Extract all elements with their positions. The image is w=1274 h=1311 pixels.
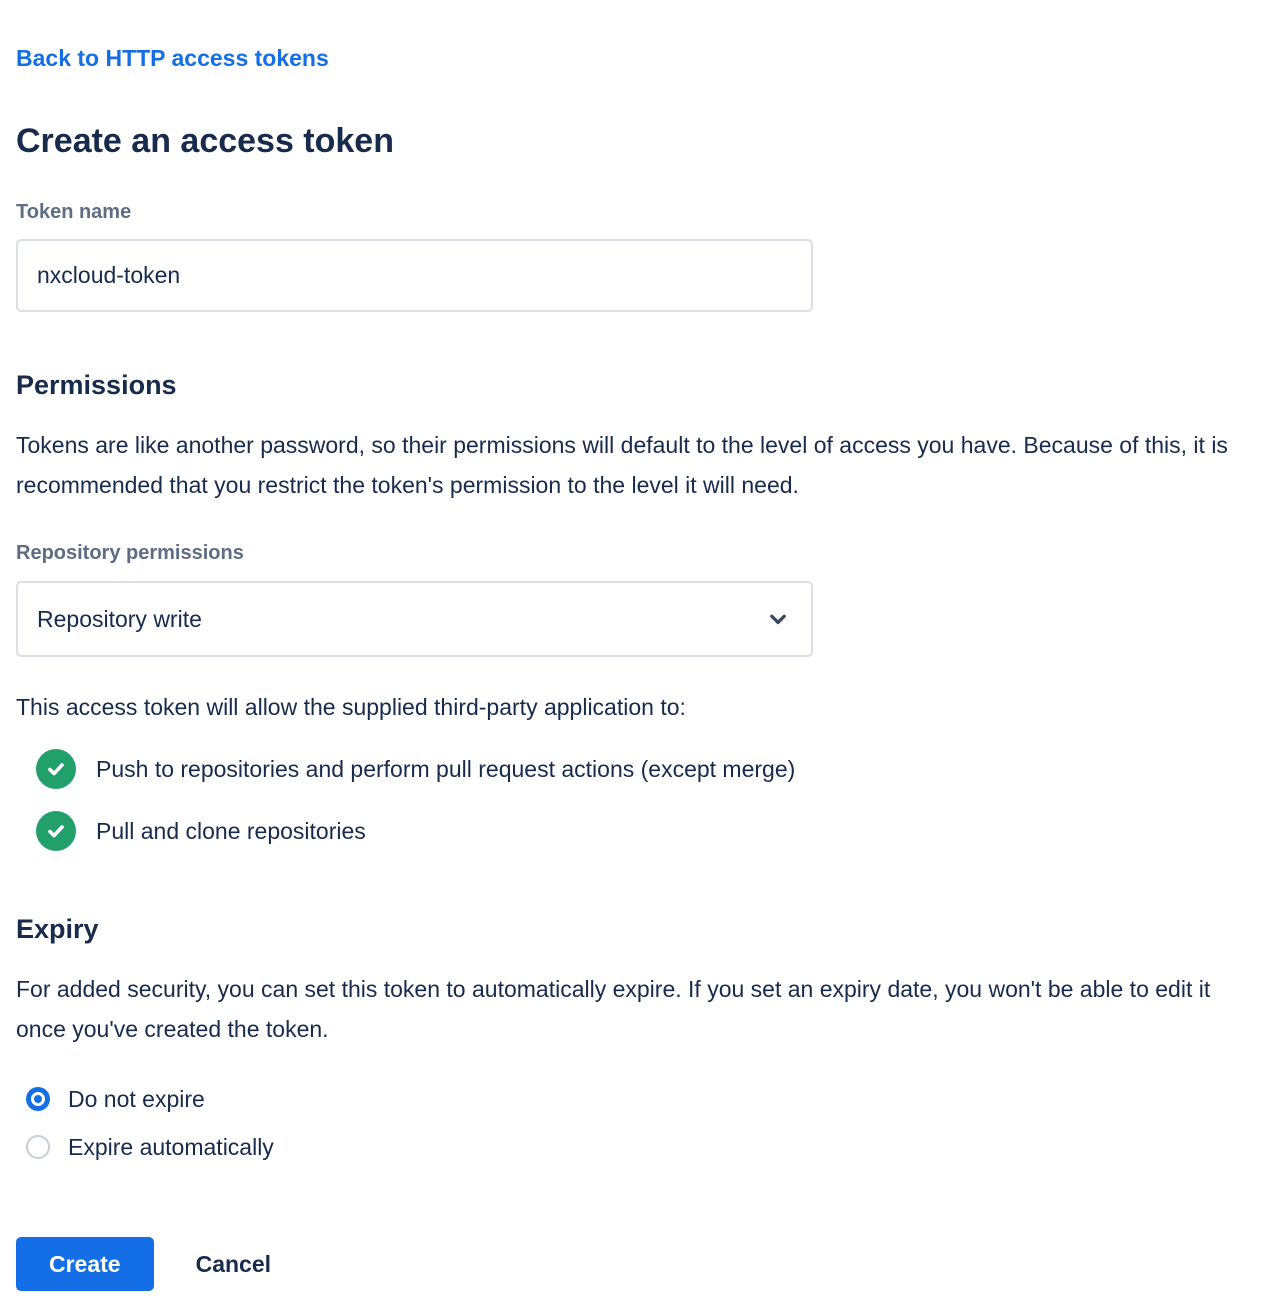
expiry-heading: Expiry — [16, 914, 99, 944]
allow-intro: This access token will allow the supplied third-party application to: — [16, 694, 686, 720]
radio-label: Expire automatically — [68, 1133, 274, 1160]
radio-label: Do not expire — [68, 1085, 205, 1112]
token-name-input[interactable] — [16, 239, 813, 312]
expiry-radio-group — [16, 1075, 1258, 1171]
radio-selected-icon[interactable] — [26, 1087, 50, 1111]
radio-option-do-not-expire[interactable] — [16, 1075, 1258, 1123]
check-circle-icon — [36, 811, 76, 851]
create-button[interactable]: Create — [16, 1237, 154, 1291]
page-title: Create an access token — [16, 122, 394, 160]
expiry-description: For added security, you can set this token to automatically expire. If you set an expiry date, you won't be able to edit it once you've created the token. — [16, 976, 1211, 1042]
selected-permission-value: Repository write — [37, 605, 202, 632]
chevron-down-icon — [767, 608, 789, 630]
repository-permissions-label: Repository permissions — [16, 542, 244, 564]
capability-label: Pull and clone repositories — [96, 818, 366, 844]
capability-item-pull — [16, 811, 1258, 851]
token-name-label: Token name — [16, 201, 132, 223]
capability-list — [16, 749, 1258, 851]
cancel-button[interactable]: Cancel — [195, 1250, 272, 1277]
radio-unselected-icon[interactable] — [26, 1135, 50, 1159]
form-actions — [16, 1237, 1258, 1291]
permissions-heading: Permissions — [16, 370, 177, 400]
back-link[interactable]: Back to HTTP access tokens — [16, 45, 329, 71]
radio-option-expire-automatically[interactable] — [16, 1123, 1258, 1171]
repository-permissions-select[interactable] — [16, 581, 813, 657]
capability-item-push — [16, 749, 1258, 789]
capability-label: Push to repositories and perform pull request actions (except merge) — [96, 756, 796, 782]
permissions-description: Tokens are like another password, so their permissions will default to the level of access you have. Because of this, it is recommended that you restrict the token's permission to the level it will need. — [16, 432, 1228, 498]
check-circle-icon — [36, 749, 76, 789]
